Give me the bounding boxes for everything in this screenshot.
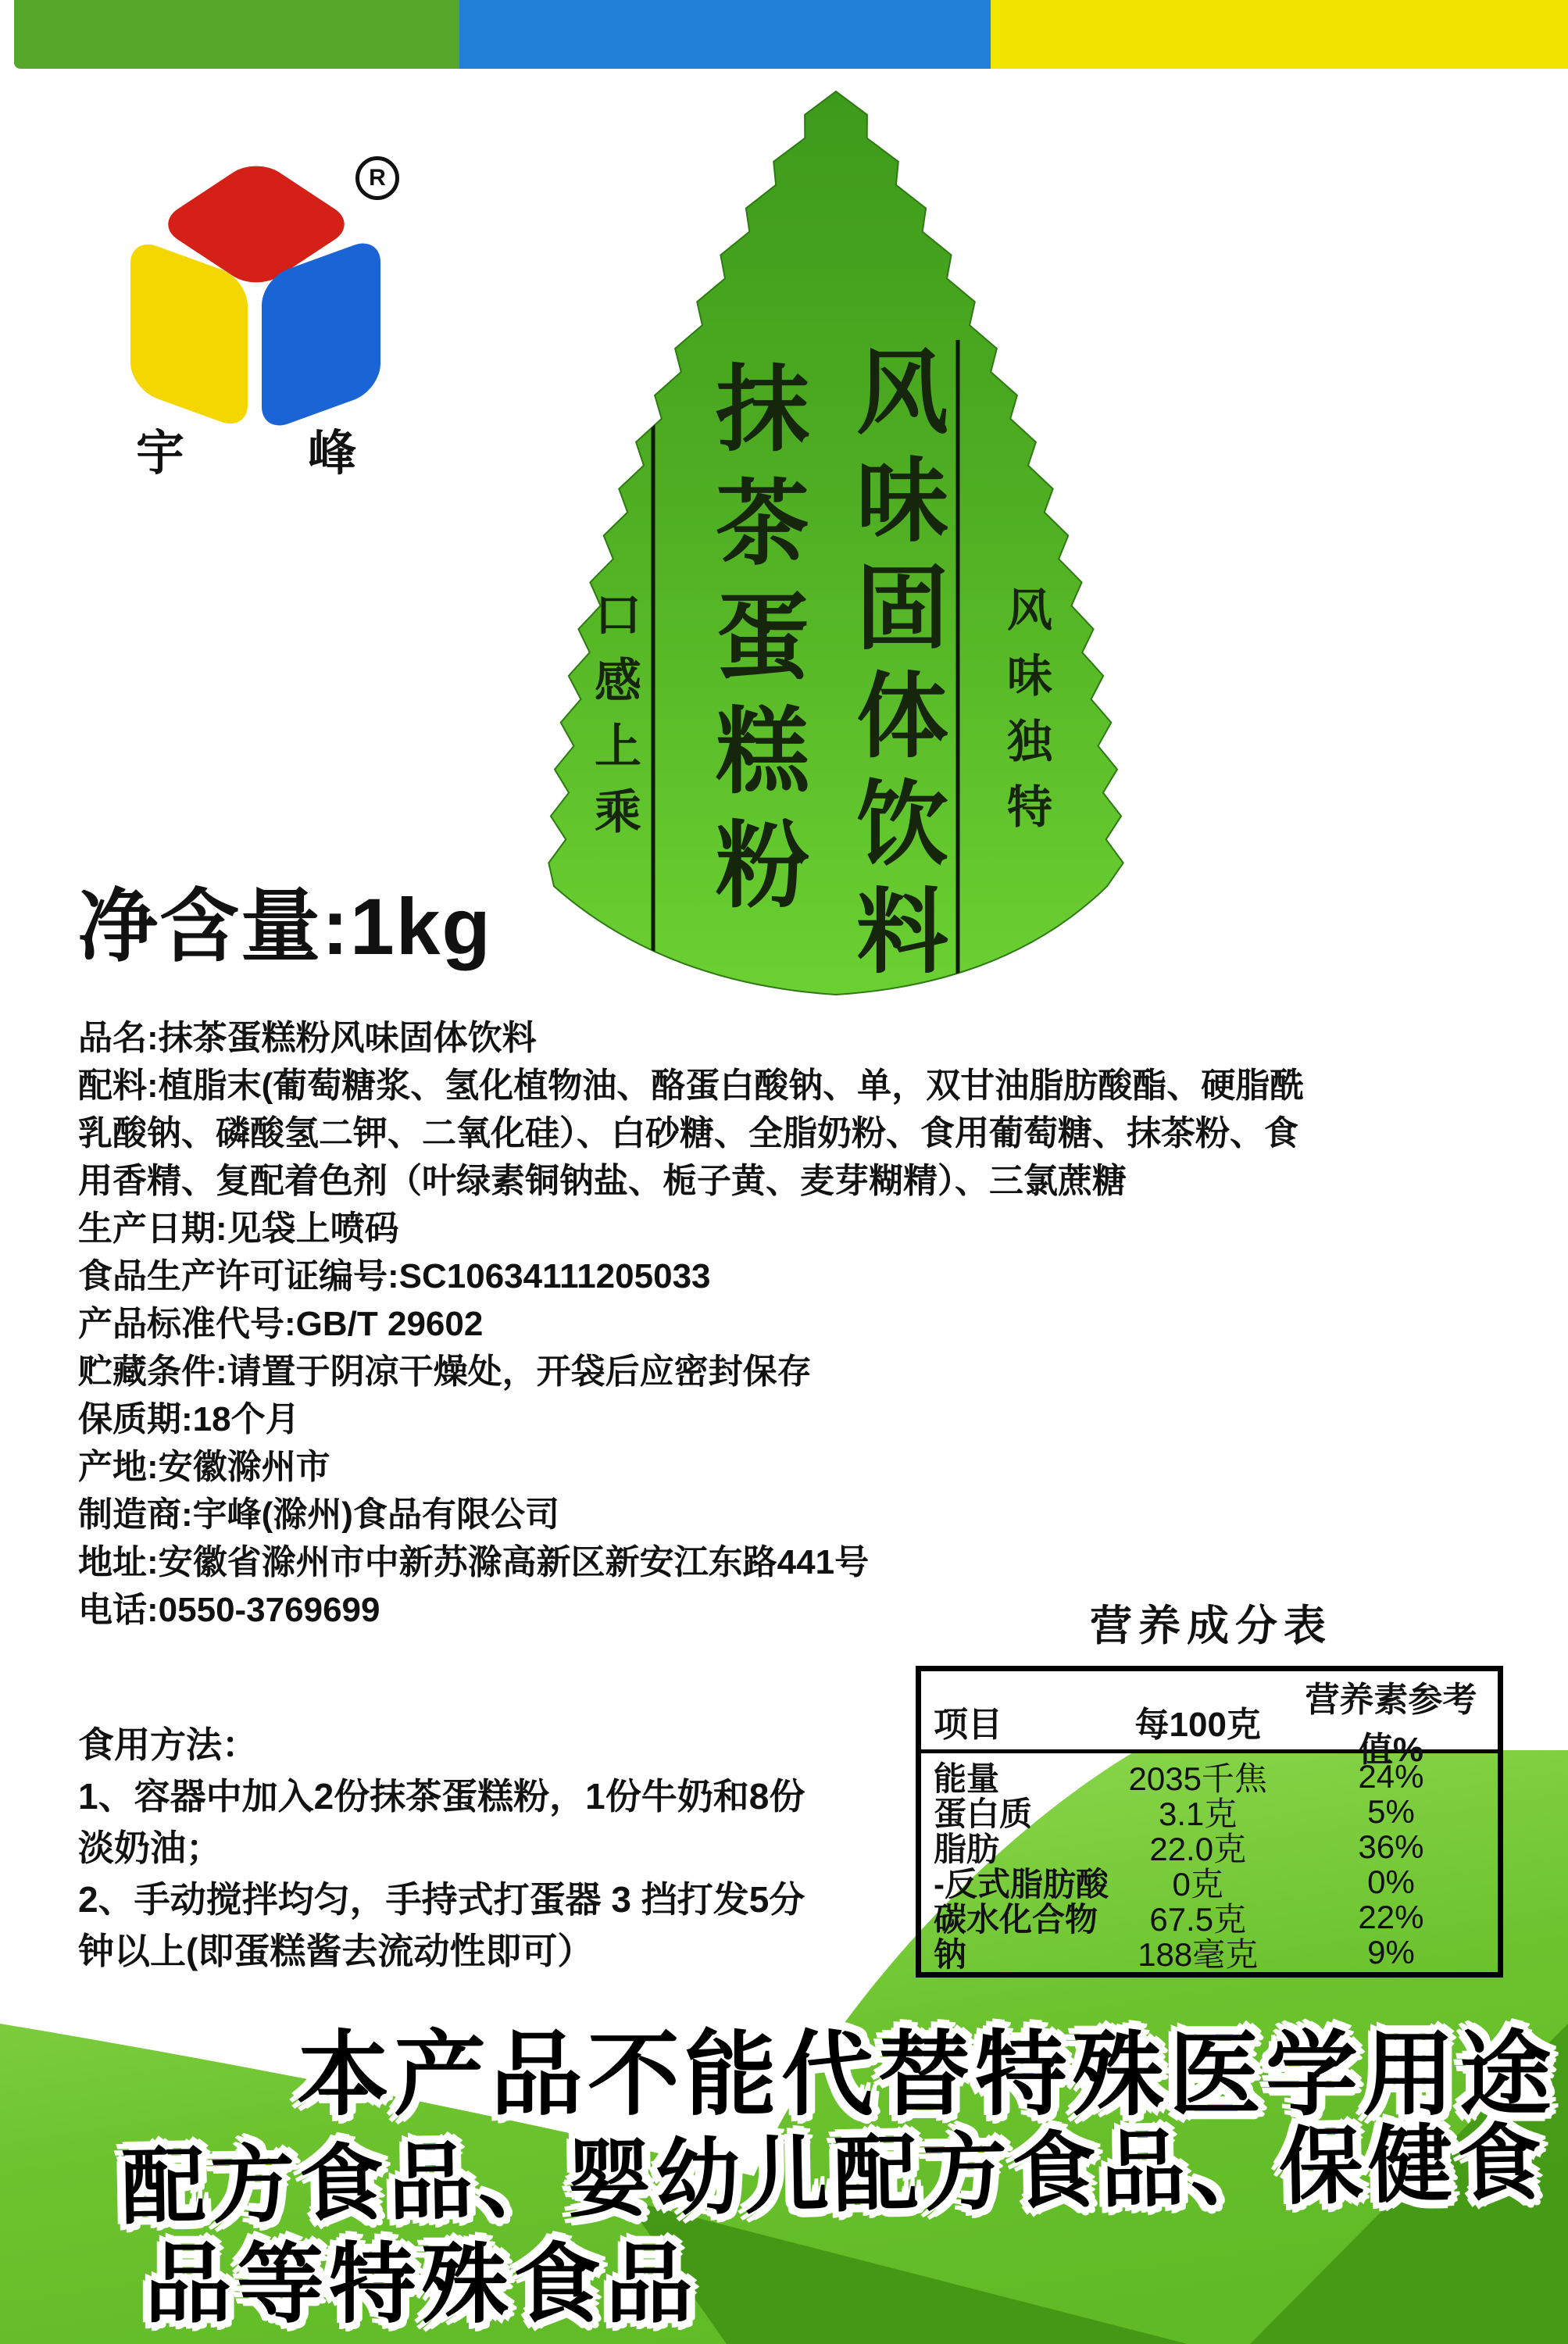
nutrition-row-energy (921, 1753, 1498, 1797)
nutrition-header-per100g: 每100克 (1134, 1706, 1261, 1744)
top-bar-blue-block (459, 0, 991, 69)
nutrition-value: 3.1克 (1159, 1796, 1238, 1832)
info-line-ingredients-3: 用香精、复配着色剂（叶绿素铜钠盐、栀子黄、麦芽糊精）、三氯蔗糖 (78, 1162, 1127, 1200)
nutrition-row-sodium (921, 1929, 1498, 1973)
usage-step2-line2: 钟以上(即蛋糕酱去流动性即可） (78, 1931, 594, 1971)
info-line-production-date: 生产日期:见袋上喷码 (78, 1210, 399, 1248)
nutrition-header-nrv: 营养素参考值% (1305, 1681, 1477, 1769)
nutrition-nrv: 24% (1358, 1758, 1424, 1795)
nutrition-item: 碳水化合物 (934, 1901, 1098, 1938)
nutrition-item: 能量 (934, 1760, 1000, 1797)
nutrition-item: 脂肪 (934, 1831, 1000, 1867)
leaf-title-category: 风味固体饮料 (842, 344, 945, 991)
nutrition-nrv: 5% (1367, 1793, 1415, 1830)
nutrition-nrv: 36% (1358, 1828, 1424, 1865)
leaf-emblem (539, 82, 1133, 1004)
top-bar-green-block (14, 0, 459, 69)
info-line-address: 地址:安徽省滁州市中新苏滁高新区新安江东路441号 (78, 1543, 870, 1581)
top-bar-yellow-block (991, 0, 1568, 69)
nutrition-item: 蛋白质 (934, 1796, 1033, 1832)
warning-line-1: 本产品不能代替特殊医学用途 (297, 2024, 1557, 2127)
info-line-ingredients-1: 配料:植脂末(葡萄糖浆、氢化植物油、酪蛋白酸钠、单，双甘油脂肪酸酯、硬脂酰 (78, 1067, 1305, 1105)
usage-heading: 食用方法： (78, 1724, 258, 1765)
nutrition-row-trans-fat (921, 1859, 1498, 1903)
info-line-phone: 电话:0550-3769699 (78, 1591, 380, 1629)
nutrition-value: 67.5克 (1149, 1901, 1247, 1938)
usage-step1-line2: 淡奶油； (78, 1828, 222, 1868)
nutrition-row-carbohydrate (921, 1894, 1498, 1938)
leaf-slogan-left: 口感上乘 (588, 590, 641, 852)
nutrition-value: 188毫克 (1138, 1936, 1259, 1973)
warning-line-2: 配方食品、婴幼儿配方食品、保健食 (120, 2115, 1548, 2235)
nutrition-nrv: 9% (1367, 1934, 1415, 1971)
nutrition-header-item: 项目 (934, 1706, 1002, 1744)
info-line-origin: 产地:安徽滁州市 (78, 1448, 330, 1486)
brand-logo (117, 133, 480, 508)
nutrition-item: 钠 (934, 1936, 967, 1973)
leaf-title-product: 抹茶蛋糕粉 (702, 359, 807, 930)
nutrition-table-title: 营养成分表 (1090, 1603, 1332, 1649)
nutrition-nrv: 0% (1367, 1863, 1415, 1900)
usage-step2-line1: 2、手动搅拌均匀，手持式打蛋器 3 挡打发5分 (78, 1879, 805, 1920)
product-info-block (78, 1014, 1516, 1634)
info-line-license-number: 食品生产许可证编号:SC10634111205033 (78, 1257, 711, 1295)
nutrition-header-row (921, 1671, 1498, 1769)
info-line-standard-code: 产品标准代号:GB/T 29602 (78, 1305, 484, 1343)
registered-trademark-icon: R (355, 156, 399, 200)
nutrition-table (916, 1666, 1503, 1978)
net-weight: 净含量:1kg (78, 882, 492, 971)
info-line-ingredients-2: 乳酸钠、磷酸氢二钾、二氧化硅）、白砂糖、全脂奶粉、食用葡萄糖、抹茶粉、食 (78, 1114, 1298, 1152)
nutrition-row-fat (921, 1824, 1498, 1867)
nutrition-value: 2035千焦 (1128, 1760, 1267, 1797)
nutrition-item: -反式脂肪酸 (934, 1866, 1109, 1903)
info-line-storage: 贮藏条件:请置于阴凉干燥处，开袋后应密封保存 (78, 1352, 812, 1391)
info-line-manufacturer: 制造商:宇峰(滁州)食品有限公司 (78, 1495, 559, 1534)
usage-step1-line1: 1、容器中加入2份抹茶蛋糕粉，1份牛奶和8份 (78, 1776, 805, 1817)
top-color-bar (0, 0, 1568, 69)
info-line-product-name: 品名:抹茶蛋糕粉风味固体饮料 (78, 1019, 537, 1057)
brand-name: 宇峰 (136, 427, 480, 481)
info-line-shelf-life: 保质期:18个月 (78, 1400, 300, 1438)
nutrition-value: 0克 (1172, 1866, 1223, 1903)
nutrition-nrv: 22% (1358, 1899, 1424, 1935)
warning-line-3: 品等特殊食品 (145, 2235, 698, 2333)
leaf-slogan-right: 风味独特 (1000, 586, 1051, 849)
nutrition-value: 22.0克 (1149, 1831, 1247, 1867)
nutrition-row-protein (921, 1788, 1498, 1832)
